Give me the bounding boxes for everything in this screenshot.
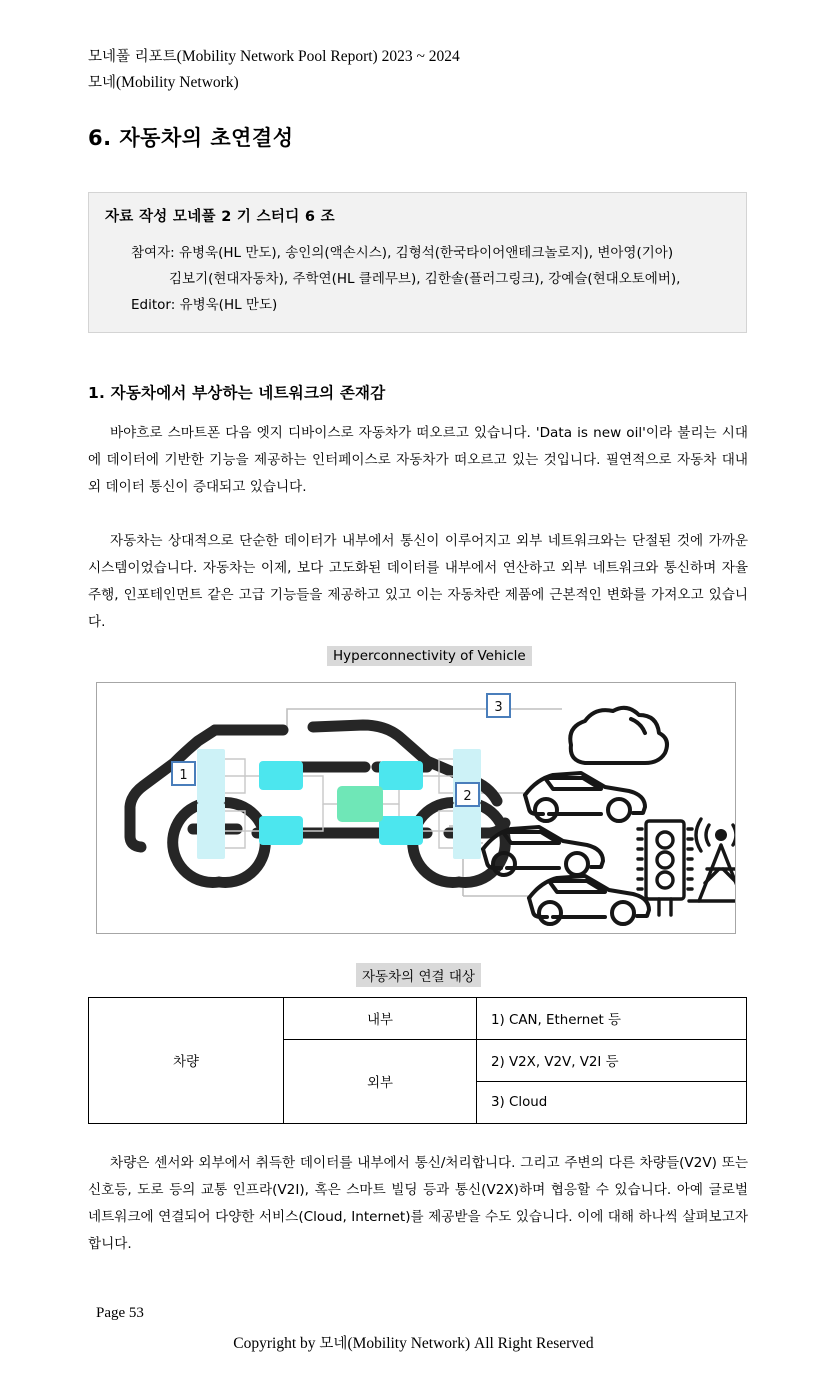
body-paragraph-3: 차량은 센서와 외부에서 취득한 데이터를 내부에서 통신/처리합니다. 그리고 주변의 다른 차량들(V2V) 또는 신호등, 도로 등의 교통 인프라(V2I), 혹은 스마트 빌딩 등과 통신(V2X)하며 협응할 수 있습니다. 아예 글로벌 네트워크에 연결되어 다양한 서비스(Cloud, Internet)를 제공받을 수도 있습니다. 이에 대해 하나씩 살펴보고자 합니다. [88, 1155, 748, 1252]
participants-label: 참여자: [131, 245, 175, 261]
participants-row-1 [105, 240, 730, 266]
running-header [88, 44, 748, 96]
table-row [89, 998, 747, 1040]
hyperconnectivity-diagram [96, 682, 736, 934]
antenna-tower-icon [689, 819, 735, 901]
svg-text:1: 1 [179, 768, 188, 783]
connection-target-table [88, 997, 747, 1124]
table-cell-external: 외부 [284, 1040, 477, 1124]
editor-label: Editor: [131, 297, 176, 313]
cloud-icon [570, 708, 667, 763]
table-cell-internal-detail: 1) CAN, Ethernet 등 [477, 998, 747, 1040]
editor-row [105, 292, 730, 318]
header-line-2 [88, 70, 748, 96]
figure-caption: Hyperconnectivity of Vehicle [327, 646, 532, 666]
participants-row-2 [105, 266, 730, 292]
copyright-post: (Mobility Network) All Right Reserved [347, 1335, 594, 1352]
header-line-1-kr: 모네풀 리포트 [88, 49, 177, 65]
figure-marker-3 [487, 694, 510, 717]
ecu-node [197, 803, 225, 823]
ecu-node [453, 821, 481, 841]
header-line-2-en: (Mobility Network) [116, 74, 239, 91]
study-info-box [88, 192, 747, 333]
header-line-2-kr: 모네 [88, 75, 117, 91]
ecu-node [197, 783, 225, 803]
figure-marker-1 [172, 762, 195, 785]
section-heading: 1. 자동차에서 부상하는 네트워크의 존재감 [88, 384, 386, 402]
table-cell-external-detail-2: 3) Cloud [477, 1082, 747, 1124]
domain-controller [379, 816, 423, 845]
domain-controller [379, 761, 423, 790]
table-caption: 자동차의 연결 대상 [356, 963, 481, 987]
header-line-1 [88, 44, 748, 70]
header-line-1-en: (Mobility Network Pool Report) 2023 ~ 2024 [176, 48, 460, 65]
table-cell-vehicle: 차량 [89, 998, 284, 1124]
domain-controller [259, 816, 303, 845]
copyright-pre: Copyright by [233, 1335, 320, 1352]
car-outline-icon [525, 773, 645, 821]
table-cell-internal: 내부 [284, 998, 477, 1040]
figure-marker-2 [456, 783, 479, 806]
ecu-node [197, 821, 225, 841]
study-info-title: 자료 작성 모네풀 2 기 스터디 6 조 [105, 209, 335, 225]
body-paragraph-1: 바야흐로 스마트폰 다음 엣지 디바이스로 자동차가 떠오르고 있습니다. 'Data is new oil'이라 불리는 시대에 데이터에 기반한 기능을 제공하는 인터페이스로 자동차가 떠오르고 있는 것입니다. 필연적으로 자동차 대내외 데이터 통신이 증대되고 있습니다. [88, 425, 748, 495]
ecu-node [197, 839, 225, 859]
page-number: Page 53 [96, 1305, 144, 1321]
domain-controller [259, 761, 303, 790]
central-gateway-node [337, 786, 383, 822]
copyright-notice [0, 1332, 827, 1353]
svg-text:3: 3 [494, 700, 503, 715]
editor-value: 유병욱(HL 만도) [179, 297, 278, 313]
svg-text:2: 2 [463, 789, 472, 804]
copyright-brand-kr: 모네 [319, 1336, 348, 1352]
participants-line-1: 유병욱(HL 만도), 송인의(액손시스), 김형석(한국타이어앤테크놀로지), 변아영(기아) [178, 245, 674, 261]
table-cell-external-detail-1: 2) V2X, V2V, V2I 등 [477, 1040, 747, 1082]
chapter-title: 6. 자동차의 초연결성 [88, 126, 294, 150]
ecu-node [453, 839, 481, 859]
participants-line-2: 김보기(현대자동차), 주학연(HL 클레무브), 김한솔(플러그링크), 강예슬(현대오토에버), [169, 271, 681, 287]
body-paragraph-2: 자동차는 상대적으로 단순한 데이터가 내부에서 통신이 이루어지고 외부 네트워크와는 단절된 것에 가까운 시스템이었습니다. 자동차는 이제, 보다 고도화된 데이터를 내부에서 연산하고 외부 네트워크와 통신하며 자율주행, 인포테인먼트 같은 고급 기능들을 제공하고 있고 이는 자동차란 제품에 근본적인 변화를 가져오고 있습니다. [88, 533, 748, 630]
car-outline-icon [529, 876, 649, 924]
